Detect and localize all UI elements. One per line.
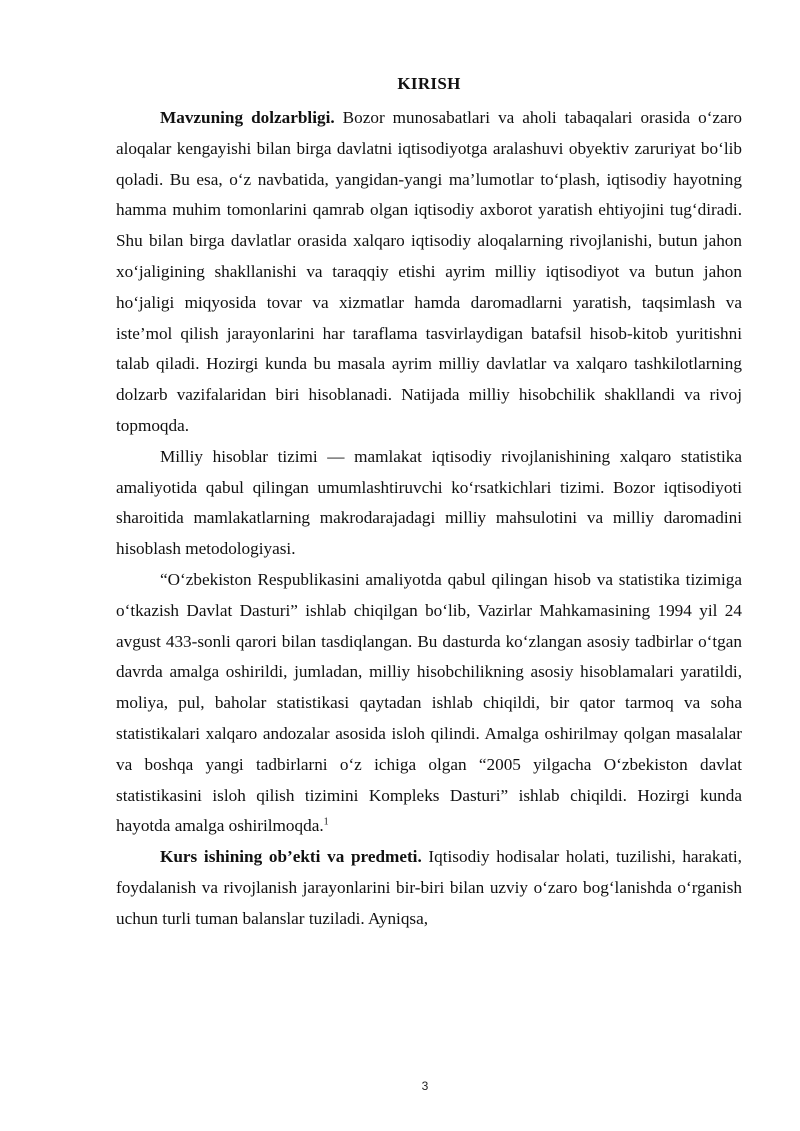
paragraph-text: Bozor munosabatlari va aholi tabaqalari orasida o‘zaro aloqalar kengayishi bilan birga davlatni iqtisodiyotga aralashuvi obyektiv zaruriyat bo‘lib qoladi. Bu esa, o‘z navbatida, yangidan-yangi ma’lumotlar to‘plash, iqtisodiy hayotning hamma muhim tomonlarini qamrab olgan iqtisodiy axborot yaratish ehtiyojini tug‘diradi. Shu bilan birga davlatlar orasida xalqaro iqtisodiy aloqalarning rivojlanishi, butun jahon xo‘jaligining shakllanishi va taraqqiy etishi ayrim milliy iqtisodiyot va butun jahon ho‘jaligi miqyosida tovar va xizmatlar hamda daromadlarni yaratish, taqsimlash va iste’mol qilish jarayonlarini har taraflama tasvirlaydigan batafsil hisob-kitob yuritishni talab qiladi. Hozirgi kunda bu masala ayrim milliy davlatlar va xalqaro tashkilotlarning dolzarb vazifalaridan biri hisoblanadi. Natijada milliy hisobchilik shakllandi va rivoj topmoqda. xyxy=(116,108,742,435)
paragraph-text: Iqtisodiy hodisalar holati, tuzilishi, harakati, foydalanish va rivojlanish jarayonlarini bir-biri bilan uzviy o‘zaro bog‘lanishda o‘rganish uchun turli tuman balanslar tuziladi. Ayniqsa, xyxy=(116,847,742,928)
page-number: 3 xyxy=(421,1079,429,1093)
page-title: KIRISH xyxy=(397,74,461,93)
paragraph-relevance xyxy=(116,103,742,442)
paragraph-object-subject xyxy=(116,842,742,934)
paragraph-state-program xyxy=(116,565,742,842)
paragraph-lead: Kurs ishining ob’ekti va predmeti. xyxy=(160,847,422,867)
footnote-reference: 1 xyxy=(323,816,329,828)
paragraph-text: “O‘zbekiston Respublikasini amaliyotda qabul qilingan hisob va statistika tizimiga o‘tkazish Davlat Dasturi” ishlab chiqilgan bo‘lib, Vazirlar Mahkamasining 1994 yil 24 avgust 433-sonli qarori bilan tasdiqlangan. Bu dasturda ko‘zlangan asosiy tadbirlar o‘tgan davrda amalga oshirildi, jumladan, milliy hisobchilikning asosiy hisoblamalari yaratildi, moliya, pul, baholar statistikasi qaytadan ishlab chiqildi, bir qator tarmoq va soha statistikalari xalqaro andozalar asosida isloh qilindi. Amalga oshirilmay qolgan masalalar va boshqa yangi tadbirlarni o‘z ichiga olgan “2005 yilgacha O‘zbekiston davlat statistikasini isloh qilish tizimini Kompleks Dasturi” ishlab chiqildi. Hozirgi kunda hayotda amalga oshirilmoqda. xyxy=(116,569,742,836)
paragraph-lead: Mavzuning dolzarbligi. xyxy=(160,108,335,127)
document-page xyxy=(116,74,742,935)
paragraph-national-accounts xyxy=(116,442,742,565)
paragraph-text: Milliy hisoblar tizimi — mamlakat iqtisodiy rivojlanishining xalqaro statistika amaliyotida qabul qilingan umumlashtiruvchi ko‘rsatkichlari tizimi. Bozor iqtisodiyoti sharoitida mamlakatlarning makrodarajadagi milliy mahsulotini va milliy daromadini hisoblash metodologiyasi. xyxy=(116,446,742,559)
